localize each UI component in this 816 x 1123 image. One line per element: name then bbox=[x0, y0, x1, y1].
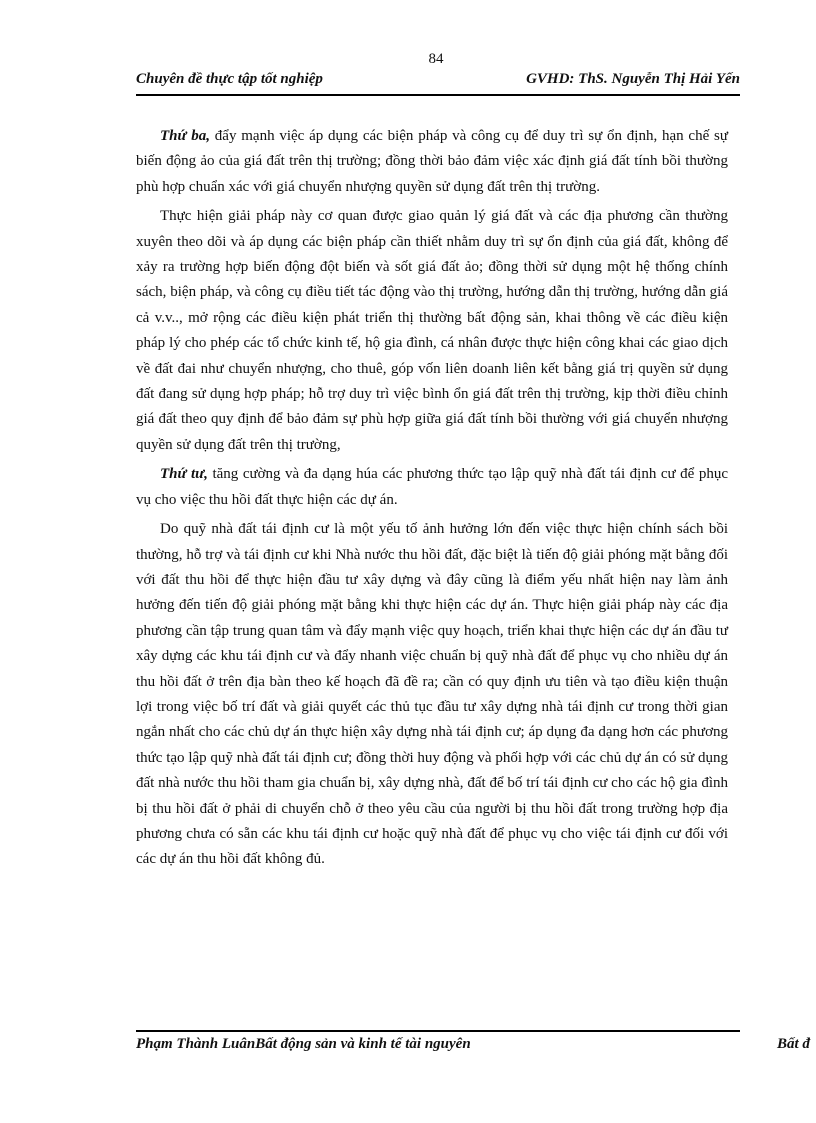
paragraph-3 bbox=[136, 462, 728, 513]
footer-left-author: Phạm Thành LuânBất động sản và kinh tế tài nguyên bbox=[136, 1036, 471, 1052]
paragraph-2-text: Thực hiện giải pháp này cơ quan được giao quản lý giá đất và các địa phương cần thường xuyên theo dõi và áp dụng các biện pháp cần thiết nhằm duy trì sự ổn định của giá đất, không để xảy ra trường hợp biến động đột biến và sốt giá đất ảo; đồng thời sử dụng một hệ thống chính sách, biện pháp, và công cụ điều tiết tác động vào thị trường, hướng dẫn thị trường, hướng dẫn giá cả v.v.., mở rộng các điều kiện phát triển thị thường bất động sản, khai thông về các điều kiện pháp lý cho phép các tổ chức kinh tế, hộ gia đình, cá nhân được thực hiện công khai các giao dịch về đất đai như chuyển nhượng, cho thuê, góp vốn liên doanh liên kết bằng giá trị quyền sử dụng đất đang sử dụng hợp pháp; hỗ trợ duy trì việc bình ổn giá đất trên thị trường, kịp thời điều chỉnh giá đất theo quy định để bảo đảm sự phù hợp giữa giá đất tính bồi thường với giá chuyển nhượng quyền sử dụng đất trên thị trường, bbox=[136, 208, 728, 453]
page-number: 84 bbox=[428, 51, 444, 67]
header-right-supervisor: GVHD: ThS. Nguyễn Thị Hải Yến bbox=[526, 71, 740, 87]
paragraph-1-lead: Thứ ba, bbox=[160, 128, 211, 144]
paragraph-3-lead: Thứ tư, bbox=[160, 466, 208, 483]
footer-rule bbox=[136, 1030, 740, 1032]
paragraph-3-text: tăng cường và đa dạng húa các phương thức tạo lập quỹ nhà đất tái định cư để phục vụ cho việc thu hồi đất thực hiện các dự án. bbox=[136, 466, 729, 508]
page-footer bbox=[136, 1036, 816, 1058]
paragraph-1-text: đẩy mạnh việc áp dụng các biện pháp và công cụ để duy trì sự ổn định, hạn chế sự biến động ảo của giá đất trên thị trường; đồng thời bảo đảm việc xác định giá đất tính bồi thường phù hợp chuẩn xác với giá chuyển nhượng quyền sử dụng đất trên thị trường. bbox=[136, 128, 728, 195]
page-header bbox=[136, 71, 740, 93]
paragraph-1 bbox=[136, 124, 728, 200]
footer-right-cutoff: Bất đ bbox=[777, 1036, 810, 1052]
header-left-title: Chuyên đề thực tập tốt nghiệp bbox=[136, 71, 323, 87]
paragraph-4-text: Do quỹ nhà đất tái định cư là một yếu tố ảnh hưởng lớn đến việc thực hiện chính sách bồi thường, hỗ trợ và tái định cư khi Nhà nước thu hồi đất, đặc biệt là tiến độ giải phóng mặt bằng đối với đất thu hồi để thực hiện đầu tư xây dựng và đây cũng là điểm yếu nhất hiện nay làm ảnh hưởng đến tiến độ giải phóng mặt bằng khi thực hiện các dự án. Thực hiện giải pháp này các địa phương cần tập trung quan tâm và đẩy mạnh việc quy hoạch, triển khai thực hiện các dự án đầu tư xây dựng các khu tái định cư và đẩy nhanh việc chuẩn bị quỹ nhà đất để phục vụ cho nhiều dự án thu hồi đất ở trên địa bàn theo kế hoạch đã đề ra; cần có quy định ưu tiên và tạo điều kiện thuận lợi trong việc bố trí đất và giải quyết các thủ tục đầu tư xây dựng nhà tái định cư trong thời gian ngắn nhất cho các chủ dự án thực hiện xây dựng nhà tái định cư; áp dụng đa dạng hơn các phương thức tạo lập quỹ nhà đất tái định cư; đồng thời huy động và phối hợp với các chủ dự án có sử dụng đất nhà nước thu hồi tham gia chuẩn bị, xây dựng nhà, đất để bố trí tái định cư cho các hộ gia đình bị thu hồi đất ở phải di chuyển chỗ ở theo yêu cầu của người bị thu hồi đất trong trường hợp địa phương chưa có sẵn các khu tái định cư hoặc quỹ nhà đất để phục vụ cho việc tái định cư đối với các dự án thu hồi đất không đủ. bbox=[136, 521, 728, 868]
body-text bbox=[136, 124, 728, 873]
paragraph-4 bbox=[136, 517, 728, 873]
paragraph-2 bbox=[136, 204, 728, 458]
header-rule bbox=[136, 94, 740, 96]
